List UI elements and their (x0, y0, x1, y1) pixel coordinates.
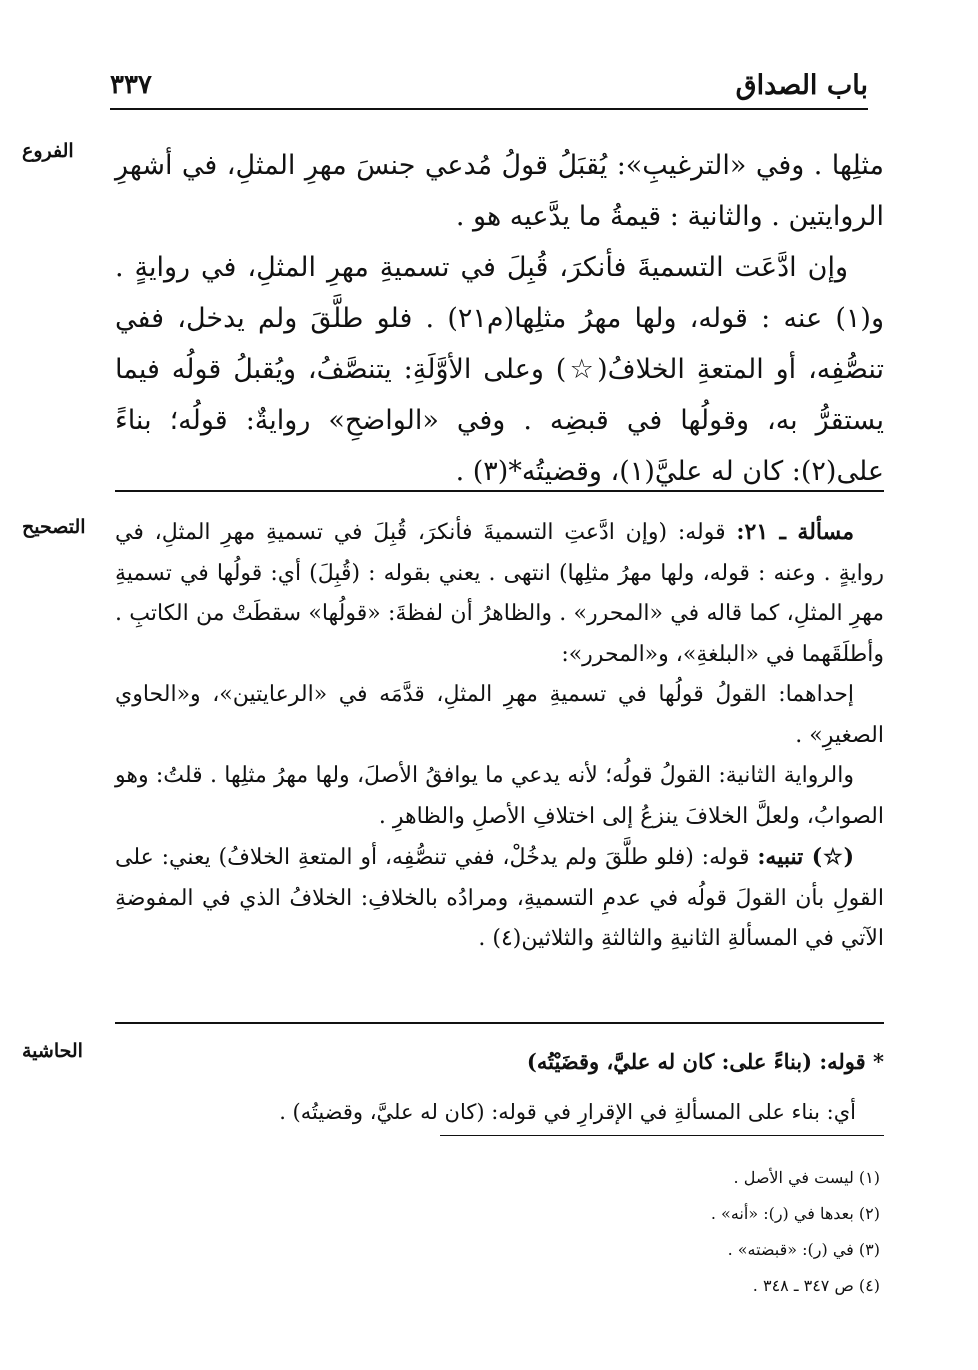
tashih-paragraph-4 (115, 837, 884, 960)
hashiya-section (115, 1045, 884, 1129)
tashih-paragraph-1-text: قوله: (وإن ادَّعتِ التسميةَ فأنكرَ، قُبِلَ في تسميةِ مهرِ المثلِ، في روايةٍ . وعنه : قوله، ولها مهرُ مثلِها) انتهى . يعني بقوله : (قُبِلَ) أي: قولُها في تسميةِ مهرِ المثلِ، كما قاله في «المحرر» . والظاهرُ أن لفظةَ: «قولُها» سقطَتْ من الكاتبِ . وأطلَقَهما في «البلغةِ»، و«المحرر»: (115, 520, 884, 667)
section-divider (115, 490, 884, 492)
footnote-2: (٢) بعدها في (ر): «أنه» . (710, 1204, 880, 1223)
tashih-paragraph-1 (115, 512, 884, 675)
tashih-paragraph-3: والرواية الثانية: القولُ قولُه؛ لأنه يدعي ما يوافقُ الأصلَ، ولها مهرُ مثلِها . قلتُ: وهو الصوابُ، ولعلَّ الخلافَ ينزعُ إلى اختلافِ الأصلِ والظاهرِ . (115, 763, 884, 829)
page-number: ٣٣٧ (110, 70, 152, 100)
label-hashiya: الحاشية (22, 1040, 83, 1062)
chapter-title: باب الصداق (735, 70, 868, 101)
footnote-rule (440, 1135, 884, 1136)
hashiya-heading: * قوله: (بناءً على: كان له عليَّ، وقضَيْتُه) (526, 1049, 884, 1074)
footnote-4: (٤) ص ٣٤٧ ـ ٣٤٨ . (752, 1276, 880, 1295)
tashih-paragraph-2: إحداهما: القولُ قولُها في تسميةِ مهرِ المثلِ، قدَّمَه في «الرعايتين»، و«الحاوي الصغيرِ» . (115, 682, 884, 748)
furu-section (115, 140, 884, 497)
label-tashih: التصحيح (22, 516, 86, 538)
masala-label: مسألة ـ ٢١: (736, 519, 855, 545)
tashih-section (115, 512, 884, 960)
tashih-paragraph-4-text: قوله: (فلو طلَّقَ ولم يدخُلْ، ففي تنصُّفِه، أو المتعةِ الخلافُ) يعني: على القولِ بأن القولَ قولُه في عدمِ التسميةِ، ومرادُه بالخلافِ: الخلافُ الذي في المفوضةِ الآتي في المسألةِ الثانيةِ والثالثةِ والثلاثين(٤) . (115, 845, 884, 951)
section-divider (115, 1022, 884, 1024)
footnote-1: (١) ليست في الأصل . (733, 1168, 880, 1187)
hashiya-body: أي: بناء على المسألةِ في الإقرارِ في قوله: (كان له عليَّ، وقضيتُه) . (279, 1100, 856, 1124)
furu-paragraph-1: مثلِها . وفي «الترغيبِ»: يُقبَلُ قولُ مُدعي جنسَ مهرِ المثلِ، في أشهرِ الروايتين . والثانية : قيمةُ ما يدَّعيه هو . (115, 150, 884, 232)
footnotes (400, 1160, 880, 1304)
footnote-3: (٣) في (ر): «قبضته» . (727, 1240, 880, 1259)
label-furu: الفروع (22, 140, 74, 162)
header-rule (110, 108, 868, 110)
page-header (110, 64, 868, 104)
furu-paragraph-2: وإن ادَّعَت التسميةَ فأنكرَ، قُبِلَ في تسميةِ مهرِ المثلِ، في روايةٍ . و(١) عنه : قوله، ولها مهرُ مثلِها(م٢١) . فلو طلَّقَ ولم يدخل، ففي تنصُّفِه، أو المتعةِ الخلافُ(☆) وعلى الأوَّلَةِ: يتنصَّفُ، ويُقبلُ قولُه فيما يستقرُّ به، وقولُها في قبضِه . وفي «الواضحِ» روايةٌ: قولُه؛ بناءً على(٢): كان له عليَّ(١)، وقضيتُه*(٣) . (115, 252, 884, 487)
tanbih-label: (☆) تنبيه: (757, 844, 855, 870)
